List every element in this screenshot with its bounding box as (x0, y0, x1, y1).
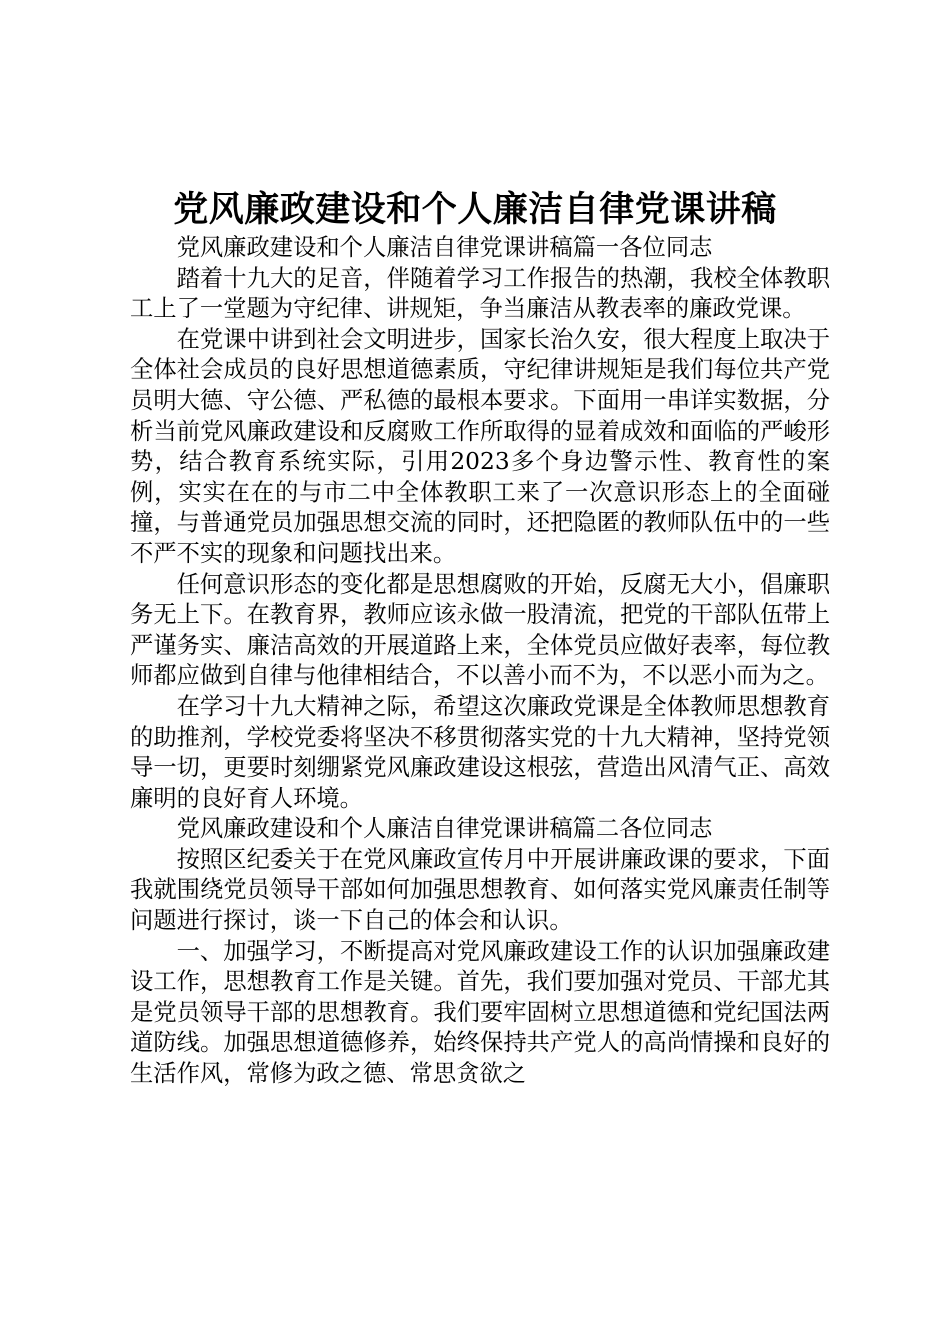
paragraph: 党风廉政建设和个人廉洁自律党课讲稿篇二各位同志 (176, 815, 713, 843)
paragraph: 一、加强学习，不断提高对党风廉政建设工作的认识加强廉政建设工作，思想教育工作是关键。首先，我们要加强对党员、干部尤其是党员领导干部的思想教育。我们要牢固树立思想道德和党纪国法两道防线。加强思想道德修养，始终保持共产党人的高尚情操和良好的生活作风，常修为政之德、常思贪欲之 (130, 937, 830, 1088)
document-title: 党风廉政建设和个人廉洁自律党课讲稿 (173, 189, 777, 230)
paragraph: 任何意识形态的变化都是思想腐败的开始，反腐无大小，倡廉职务无上下。在教育界，教师应该永做一股清流，把党的干部队伍带上严谨务实、廉洁高效的开展道路上来，全体党员应做好表率，每位教师都应做到自律与他律相结合，不以善小而不为，不以恶小而为之。 (130, 570, 830, 690)
paragraph: 按照区纪委关于在党风廉政宣传月中开展讲廉政课的要求，下面我就围绕党员领导干部如何加强思想教育、如何落实党风廉责任制等问题进行探讨，谈一下自己的体会和认识。 (130, 845, 830, 935)
paragraph: 在党课中讲到社会文明进步，国家长治久安，很大程度上取决于全体社会成员的良好思想道德素质，守纪律讲规矩是我们每位共产党员明大德、守公德、严私德的最根本要求。下面用一串详实数据，分析当前党风廉政建设和反腐败工作所取得的显着成效和面临的严峻形势，结合教育系统实际，引用2023多个身边警示性、教育性的案例，实实在在的与市二中全体教职工来了一次意识形态上的全面碰撞，与普通党员加强思想交流的同时，还把隐匿的教师队伍中的一些不严不实的现象和问题找出来。 (130, 325, 830, 567)
paragraph: 踏着十九大的足音，伴随着学习工作报告的热潮，我校全体教职工上了一堂题为守纪律、讲规矩，争当廉洁从教表率的廉政党课。 (130, 264, 830, 323)
document-body (130, 233, 830, 1090)
paragraph: 在学习十九大精神之际，希望这次廉政党课是全体教师思想教育的助推剂，学校党委将坚决不移贯彻落实党的十九大精神，坚持党领导一切，更要时刻绷紧党风廉政建设这根弦，营造出风清气正、高效廉明的良好育人环境。 (130, 692, 830, 812)
paragraph: 党风廉政建设和个人廉洁自律党课讲稿篇一各位同志 (176, 234, 713, 261)
